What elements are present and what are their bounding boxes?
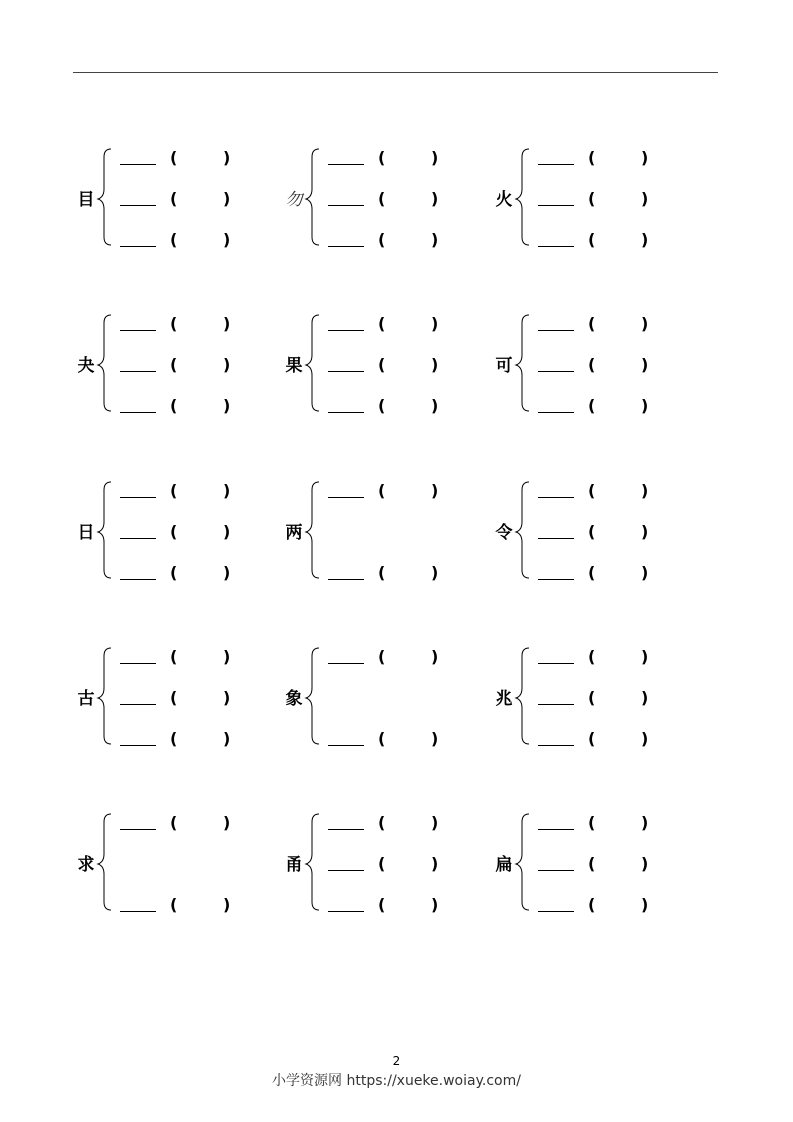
word-blank[interactable] — [120, 371, 156, 372]
close-paren: ) — [641, 729, 649, 748]
open-paren: ( — [588, 563, 596, 582]
word-blank[interactable] — [120, 579, 156, 580]
base-character: 果 — [285, 356, 303, 376]
open-paren: ( — [170, 563, 178, 582]
word-blank[interactable] — [538, 412, 574, 413]
word-blank[interactable] — [538, 371, 574, 372]
close-paren: ) — [641, 230, 649, 249]
answer-line[interactable] — [538, 147, 698, 169]
word-blank[interactable] — [328, 745, 364, 746]
base-character: 象 — [285, 689, 303, 709]
base-character: 目 — [77, 190, 95, 210]
open-paren: ( — [378, 396, 386, 415]
open-paren: ( — [170, 647, 178, 666]
close-paren: ) — [641, 189, 649, 208]
close-paren: ) — [641, 522, 649, 541]
close-paren: ) — [431, 563, 439, 582]
close-paren: ) — [223, 355, 231, 374]
brace-icon — [97, 480, 115, 580]
word-group — [493, 812, 693, 922]
answer-line[interactable] — [328, 812, 488, 834]
open-paren: ( — [170, 813, 178, 832]
word-group — [493, 480, 693, 590]
word-group — [75, 812, 275, 922]
word-blank[interactable] — [120, 412, 156, 413]
word-group — [75, 313, 275, 423]
answer-line[interactable] — [120, 229, 280, 251]
answer-line[interactable] — [538, 894, 698, 916]
open-paren: ( — [378, 854, 386, 873]
close-paren: ) — [641, 813, 649, 832]
word-blank[interactable] — [328, 330, 364, 331]
open-paren: ( — [588, 522, 596, 541]
word-blank[interactable] — [120, 497, 156, 498]
open-paren: ( — [378, 563, 386, 582]
answer-line[interactable] — [328, 229, 488, 251]
open-paren: ( — [378, 230, 386, 249]
answer-line[interactable] — [120, 562, 280, 584]
open-paren: ( — [588, 314, 596, 333]
answer-line[interactable] — [120, 480, 280, 502]
base-character: 火 — [495, 190, 513, 210]
word-group — [493, 313, 693, 423]
close-paren: ) — [223, 647, 231, 666]
open-paren: ( — [588, 396, 596, 415]
base-character: 可 — [495, 356, 513, 376]
base-character: 夬 — [77, 356, 95, 376]
open-paren: ( — [588, 895, 596, 914]
open-paren: ( — [170, 396, 178, 415]
brace-icon — [305, 646, 323, 746]
open-paren: ( — [378, 355, 386, 374]
open-paren: ( — [378, 314, 386, 333]
brace-icon — [305, 313, 323, 413]
answer-line[interactable] — [538, 521, 698, 543]
word-blank[interactable] — [538, 911, 574, 912]
word-group — [283, 812, 483, 922]
open-paren: ( — [588, 189, 596, 208]
close-paren: ) — [431, 189, 439, 208]
open-paren: ( — [588, 813, 596, 832]
word-group — [493, 646, 693, 756]
close-paren: ) — [223, 813, 231, 832]
answer-line[interactable] — [538, 354, 698, 376]
word-blank[interactable] — [538, 704, 574, 705]
answer-line[interactable] — [120, 313, 280, 335]
brace-icon — [97, 812, 115, 912]
brace-icon — [515, 812, 533, 912]
close-paren: ) — [431, 813, 439, 832]
answer-line[interactable] — [328, 313, 488, 335]
open-paren: ( — [588, 647, 596, 666]
brace-icon — [515, 313, 533, 413]
open-paren: ( — [378, 481, 386, 500]
answer-line[interactable] — [538, 687, 698, 709]
close-paren: ) — [431, 895, 439, 914]
word-group — [493, 147, 693, 257]
answer-line[interactable] — [328, 853, 488, 875]
word-blank[interactable] — [538, 497, 574, 498]
word-blank[interactable] — [120, 330, 156, 331]
word-blank[interactable] — [120, 704, 156, 705]
close-paren: ) — [431, 396, 439, 415]
word-blank[interactable] — [538, 246, 574, 247]
close-paren: ) — [223, 895, 231, 914]
answer-line[interactable] — [328, 354, 488, 376]
close-paren: ) — [223, 148, 231, 167]
base-character: 扁 — [495, 855, 513, 875]
close-paren: ) — [641, 688, 649, 707]
close-paren: ) — [431, 230, 439, 249]
base-character: 两 — [285, 523, 303, 543]
close-paren: ) — [431, 314, 439, 333]
close-paren: ) — [431, 854, 439, 873]
word-group — [283, 646, 483, 756]
open-paren: ( — [170, 314, 178, 333]
brace-icon — [305, 147, 323, 247]
word-group — [283, 313, 483, 423]
close-paren: ) — [431, 647, 439, 666]
brace-icon — [97, 147, 115, 247]
open-paren: ( — [588, 481, 596, 500]
word-blank[interactable] — [328, 579, 364, 580]
page-number: 2 — [392, 1054, 401, 1068]
footer-source: 小学资源网 https://xueke.woiay.com/ — [272, 1073, 521, 1089]
close-paren: ) — [431, 355, 439, 374]
close-paren: ) — [223, 522, 231, 541]
answer-line[interactable] — [120, 354, 280, 376]
open-paren: ( — [588, 688, 596, 707]
answer-line[interactable] — [538, 646, 698, 668]
base-character: 求 — [77, 855, 95, 875]
base-character: 古 — [77, 689, 95, 709]
word-blank[interactable] — [538, 579, 574, 580]
answer-line[interactable] — [328, 562, 488, 584]
close-paren: ) — [641, 895, 649, 914]
close-paren: ) — [641, 314, 649, 333]
word-blank[interactable] — [538, 870, 574, 871]
close-paren: ) — [223, 729, 231, 748]
answer-line[interactable] — [538, 728, 698, 750]
word-blank[interactable] — [120, 911, 156, 912]
open-paren: ( — [378, 148, 386, 167]
answer-line[interactable] — [538, 562, 698, 584]
open-paren: ( — [588, 230, 596, 249]
answer-line[interactable] — [538, 480, 698, 502]
open-paren: ( — [378, 189, 386, 208]
close-paren: ) — [223, 314, 231, 333]
word-blank[interactable] — [120, 538, 156, 539]
word-blank[interactable] — [120, 829, 156, 830]
word-blank[interactable] — [328, 371, 364, 372]
open-paren: ( — [588, 854, 596, 873]
word-blank[interactable] — [538, 829, 574, 830]
word-blank[interactable] — [538, 538, 574, 539]
close-paren: ) — [641, 563, 649, 582]
word-group — [283, 480, 483, 590]
answer-line[interactable] — [538, 395, 698, 417]
word-blank[interactable] — [538, 663, 574, 664]
open-paren: ( — [170, 729, 178, 748]
close-paren: ) — [431, 481, 439, 500]
answer-line[interactable] — [120, 147, 280, 169]
close-paren: ) — [641, 148, 649, 167]
answer-line[interactable] — [120, 894, 280, 916]
answer-line[interactable] — [328, 646, 488, 668]
word-blank[interactable] — [328, 870, 364, 871]
answer-line[interactable] — [538, 313, 698, 335]
answer-line[interactable] — [328, 395, 488, 417]
open-paren: ( — [170, 189, 178, 208]
close-paren: ) — [641, 854, 649, 873]
answer-line[interactable] — [120, 646, 280, 668]
word-group — [283, 147, 483, 257]
answer-line[interactable] — [120, 812, 280, 834]
answer-line[interactable] — [538, 853, 698, 875]
word-blank[interactable] — [538, 205, 574, 206]
open-paren: ( — [588, 148, 596, 167]
word-blank[interactable] — [120, 663, 156, 664]
open-paren: ( — [170, 522, 178, 541]
word-blank[interactable] — [538, 745, 574, 746]
base-character: 令 — [495, 523, 513, 543]
base-character: 勿 — [285, 190, 303, 210]
close-paren: ) — [223, 481, 231, 500]
word-blank[interactable] — [120, 164, 156, 165]
close-paren: ) — [223, 189, 231, 208]
answer-line[interactable] — [328, 728, 488, 750]
word-group — [75, 480, 275, 590]
brace-icon — [97, 313, 115, 413]
word-blank[interactable] — [328, 829, 364, 830]
word-group — [75, 147, 275, 257]
open-paren: ( — [170, 355, 178, 374]
answer-line[interactable] — [120, 687, 280, 709]
brace-icon — [515, 480, 533, 580]
answer-line[interactable] — [328, 147, 488, 169]
open-paren: ( — [378, 647, 386, 666]
close-paren: ) — [641, 647, 649, 666]
answer-line[interactable] — [120, 188, 280, 210]
open-paren: ( — [170, 230, 178, 249]
open-paren: ( — [170, 481, 178, 500]
answer-line[interactable] — [538, 229, 698, 251]
close-paren: ) — [641, 481, 649, 500]
brace-icon — [97, 646, 115, 746]
brace-icon — [515, 646, 533, 746]
close-paren: ) — [223, 230, 231, 249]
close-paren: ) — [223, 563, 231, 582]
word-blank[interactable] — [328, 205, 364, 206]
word-blank[interactable] — [328, 663, 364, 664]
close-paren: ) — [223, 396, 231, 415]
open-paren: ( — [170, 688, 178, 707]
open-paren: ( — [378, 729, 386, 748]
word-blank[interactable] — [328, 911, 364, 912]
word-blank[interactable] — [538, 330, 574, 331]
word-blank[interactable] — [120, 205, 156, 206]
answer-line[interactable] — [120, 395, 280, 417]
brace-icon — [305, 812, 323, 912]
answer-line[interactable] — [538, 188, 698, 210]
word-blank[interactable] — [328, 246, 364, 247]
close-paren: ) — [431, 148, 439, 167]
base-character: 日 — [77, 523, 95, 543]
answer-line[interactable] — [328, 480, 488, 502]
header-rule — [73, 72, 718, 73]
word-group — [75, 646, 275, 756]
open-paren: ( — [378, 813, 386, 832]
answer-line[interactable] — [120, 728, 280, 750]
close-paren: ) — [641, 355, 649, 374]
open-paren: ( — [170, 895, 178, 914]
close-paren: ) — [223, 688, 231, 707]
brace-icon — [305, 480, 323, 580]
answer-line[interactable] — [538, 812, 698, 834]
open-paren: ( — [170, 148, 178, 167]
base-character: 兆 — [495, 689, 513, 709]
word-blank[interactable] — [120, 745, 156, 746]
open-paren: ( — [588, 729, 596, 748]
word-blank[interactable] — [538, 164, 574, 165]
open-paren: ( — [378, 895, 386, 914]
open-paren: ( — [588, 355, 596, 374]
answer-line[interactable] — [120, 521, 280, 543]
base-character: 甬 — [285, 855, 303, 875]
word-blank[interactable] — [328, 164, 364, 165]
word-blank[interactable] — [120, 246, 156, 247]
close-paren: ) — [431, 729, 439, 748]
word-blank[interactable] — [328, 497, 364, 498]
answer-line[interactable] — [328, 894, 488, 916]
close-paren: ) — [641, 396, 649, 415]
answer-line[interactable] — [328, 188, 488, 210]
word-blank[interactable] — [328, 412, 364, 413]
brace-icon — [515, 147, 533, 247]
